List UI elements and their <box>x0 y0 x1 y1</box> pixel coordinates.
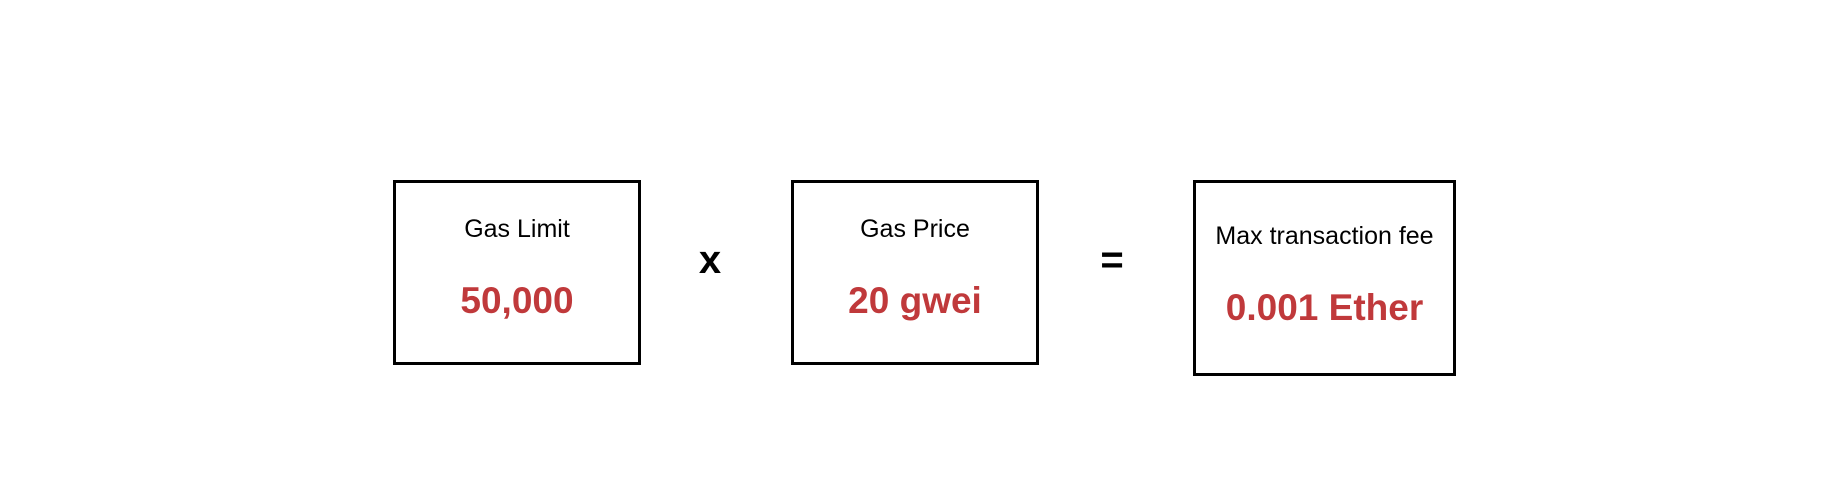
gas-price-value: 20 gwei <box>848 280 982 321</box>
max-transaction-fee-box <box>1193 180 1456 376</box>
equals-operator: = <box>1100 238 1124 282</box>
max-transaction-fee-value: 0.001 Ether <box>1225 287 1424 328</box>
gas-price-label: Gas Price <box>860 215 970 243</box>
multiply-operator: x <box>698 238 722 282</box>
gas-limit-label: Gas Limit <box>464 215 570 243</box>
max-transaction-fee-label: Max transaction fee <box>1215 222 1434 250</box>
gas-limit-box <box>393 180 641 365</box>
gas-limit-value: 50,000 <box>460 280 574 321</box>
gas-price-box <box>791 180 1039 365</box>
